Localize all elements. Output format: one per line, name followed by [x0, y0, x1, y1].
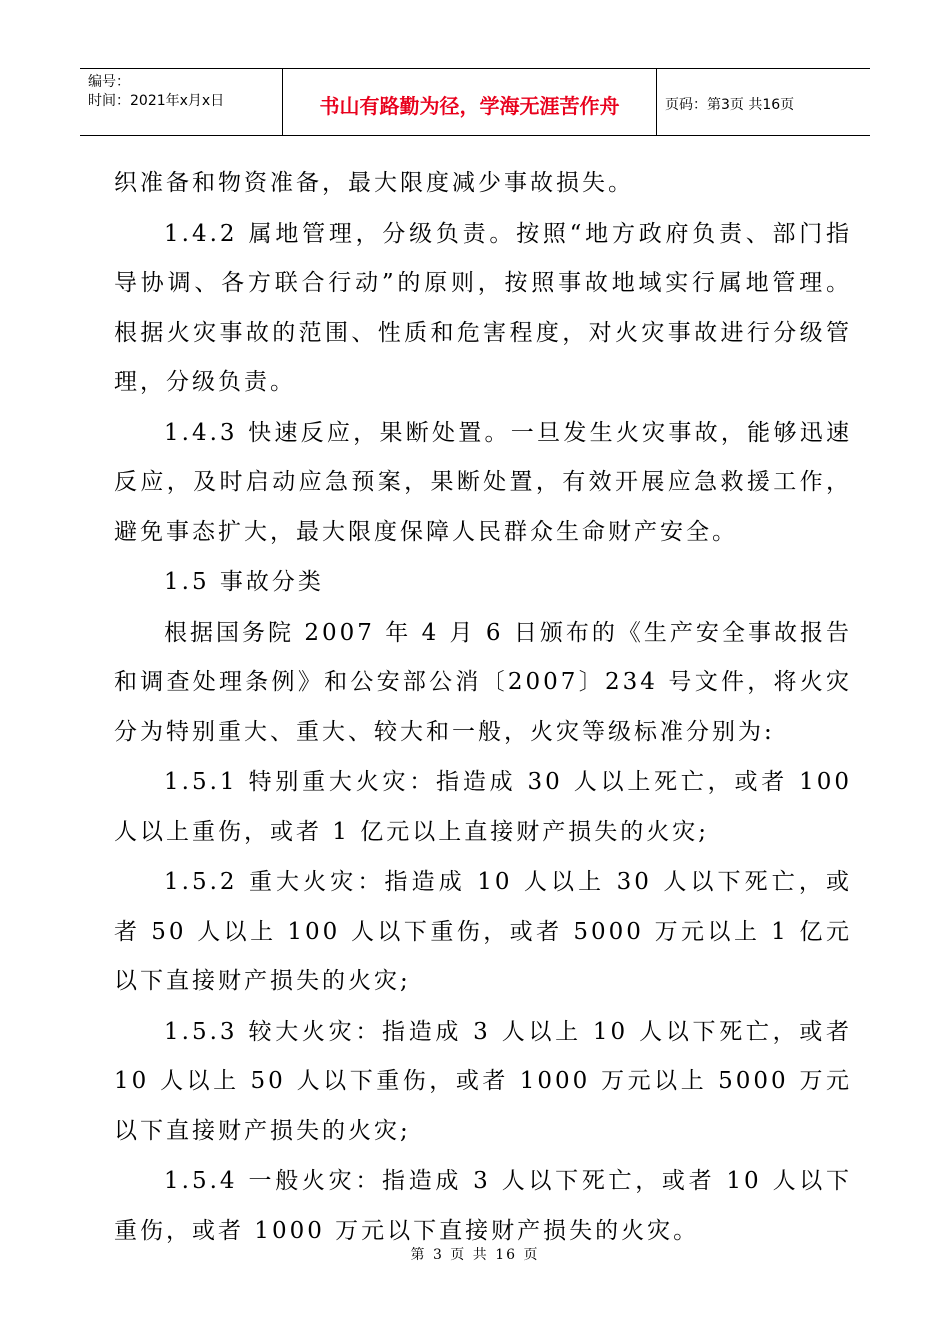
- paragraph-1-4-3: 1.4.3 快速反应，果断处置。一旦发生火灾事故，能够迅速反应，及时启动应急预案，果断处置，有效开展应急救援工作，避免事态扩大，最大限度保障人民群众生命财产安全。: [114, 419, 852, 545]
- paragraph-1-5-4: 1.5.4 一般火灾：指造成 3 人以下死亡，或者 10 人以下重伤，或者 1000 万元以下直接财产损失的火灾。: [114, 1168, 852, 1244]
- section-heading-1-5: 1.5 事故分类: [164, 569, 324, 595]
- document-date: 时间：2021年x月x日: [88, 93, 225, 109]
- paragraph-continuation: 织准备和物资准备，最大限度减少事故损失。: [114, 170, 634, 196]
- paragraph-1-5-1: 1.5.1 特别重大火灾：指造成 30 人以上死亡，或者 100 人以上重伤，或者 1 亿元以上直接财产损失的火灾;: [114, 769, 852, 845]
- document-body: [114, 159, 852, 1257]
- paragraph-1-4-2: 1.4.2 属地管理，分级负责。按照“地方政府负责、部门指导协调、各方联合行动”的原则，按照事故地域实行属地管理。根据火灾事故的范围、性质和危害程度，对火灾事故进行分级管理，分级负责。: [114, 220, 852, 395]
- header-motto: 书山有路勤为径，学海无涯苦作舟: [283, 69, 657, 135]
- page-footer: 第 3 页 共 16 页: [410, 1247, 540, 1263]
- paragraph-1-5-2: 1.5.2 重大火灾：指造成 10 人以上 30 人以下死亡，或者 50 人以上 100 人以下重伤，或者 5000 万元以上 1 亿元以下直接财产损失的火灾;: [114, 869, 852, 994]
- page-header: [80, 68, 870, 136]
- header-page-info: 页码：第3页 共16页: [665, 97, 795, 113]
- document-number-label: 编号：: [88, 74, 130, 90]
- paragraph-1-5-3: 1.5.3 较大火灾：指造成 3 人以上 10 人以下死亡，或者 10 人以上 50 人以下重伤，或者 1000 万元以上 5000 万元以下直接财产损失的火灾;: [114, 1018, 852, 1144]
- paragraph-1-5-intro: 根据国务院 2007 年 4 月 6 日颁布的《生产安全事故报告和调查处理条例》和公安部公消〔2007〕234 号文件，将火灾分为特别重大、重大、较大和一般，火灾等级标准分别为:: [114, 619, 852, 745]
- header-meta: [80, 69, 283, 135]
